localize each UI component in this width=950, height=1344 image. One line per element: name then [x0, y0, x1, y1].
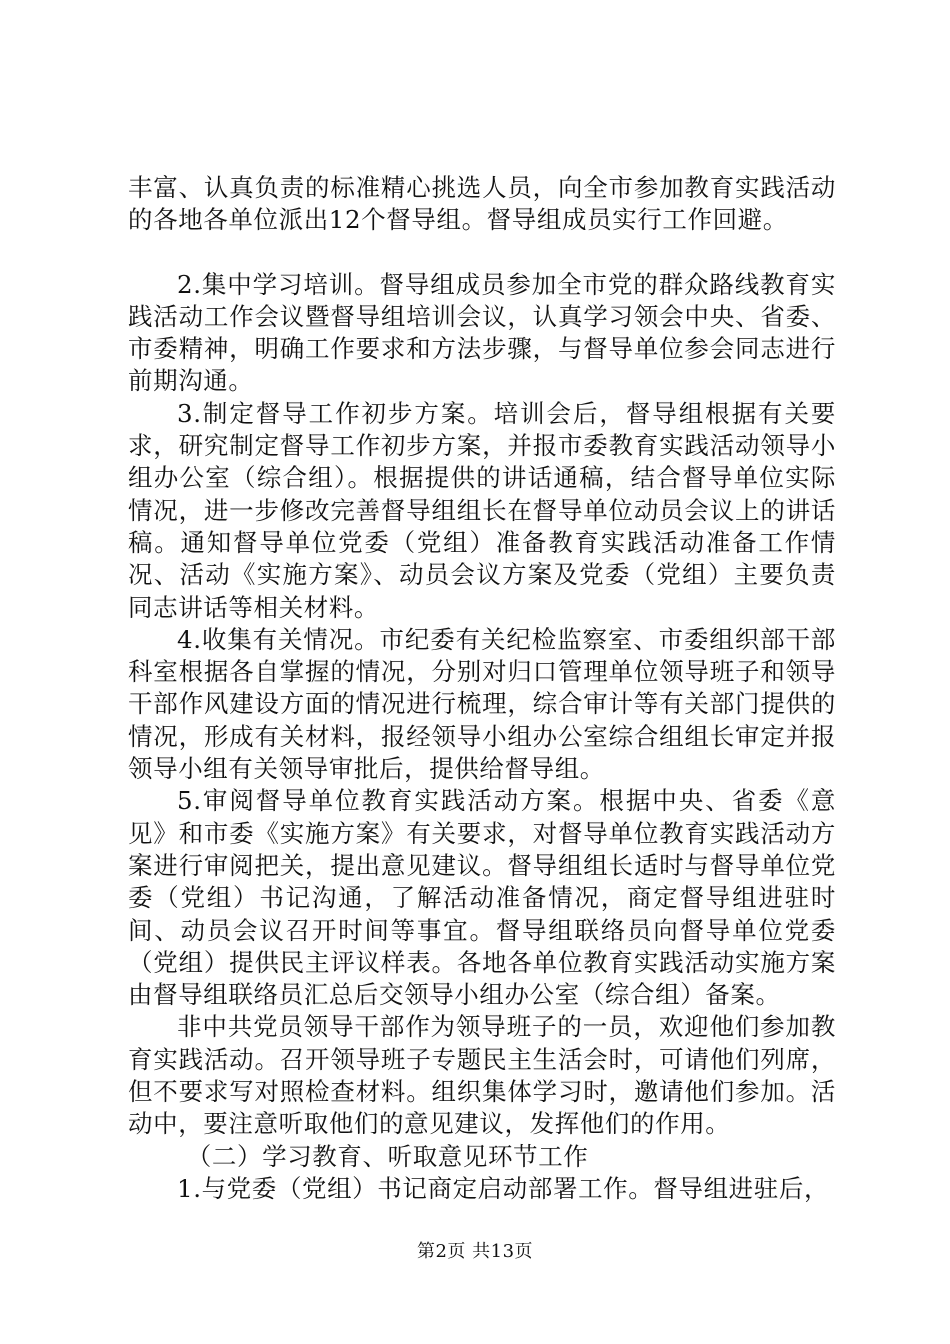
document-body: [128, 172, 836, 1205]
section-heading: （二）学习教育、听取意见环节工作: [186, 1141, 589, 1171]
paragraph-item-2: 2.集中学习培训。督导组成员参加全市党的群众路线教育实践活动工作会议暨督导组培训会议，认真学习领会中央、省委、市委精神，明确工作要求和方法步骤，与督导单位参会同志进行前期沟通。: [128, 269, 836, 396]
paragraph-non-party-members: 非中共党员领导干部作为领导班子的一员，欢迎他们参加教育实践活动。召开领导班子专题民主生活会时，可请他们列席，但不要求写对照检查材料。组织集体学习时，邀请他们参加。活动中，要注意听取他们的意见建议，发挥他们的作用。: [128, 1012, 836, 1139]
paragraph-item-1: 1.与党委（党组）书记商定启动部署工作。督导组进驻后，: [177, 1173, 830, 1203]
paragraph-item-3: 3.制定督导工作初步方案。培训会后，督导组根据有关要求，研究制定督导工作初步方案，并报市委教育实践活动领导小组办公室（综合组）。根据提供的讲话通稿，结合督导单位实际情况，进一步修改完善督导组组长在督导单位动员会议上的讲话稿。通知督导单位党委（党组）准备教育实践活动准备工作情况、活动《实施方案》、动员会议方案及党委（党组）主要负责同志讲话等相关材料。: [128, 398, 836, 622]
paragraph-item-5: 5.审阅督导单位教育实践活动方案。根据中央、省委《意见》和市委《实施方案》有关要求，对督导单位教育实践活动方案进行审阅把关，提出意见建议。督导组组长适时与督导单位党委（党组）书记沟通，了解活动准备情况，商定督导组进驻时间、动员会议召开时间等事宜。督导组联络员向督导单位党委（党组）提供民主评议样表。各地各单位教育实践活动实施方案由督导组联络员汇总后交领导小组办公室（综合组）备案。: [128, 786, 836, 1010]
paragraph-item-4: 4.收集有关情况。市纪委有关纪检监察室、市委组织部干部科室根据各自掌握的情况，分别对归口管理单位领导班子和领导干部作风建设方面的情况进行梳理，综合审计等有关部门提供的情况，形成有关材料，报经领导小组办公室综合组组长审定并报领导小组有关领导审批后，提供给督导组。: [128, 624, 836, 784]
paragraph-continuation: 丰富、认真负责的标准精心挑选人员，向全市参加教育实践活动的各地各单位派出12个督导组。督导组成员实行工作回避。: [128, 173, 836, 235]
page-number-footer: 第2页 共13页: [416, 1241, 534, 1262]
